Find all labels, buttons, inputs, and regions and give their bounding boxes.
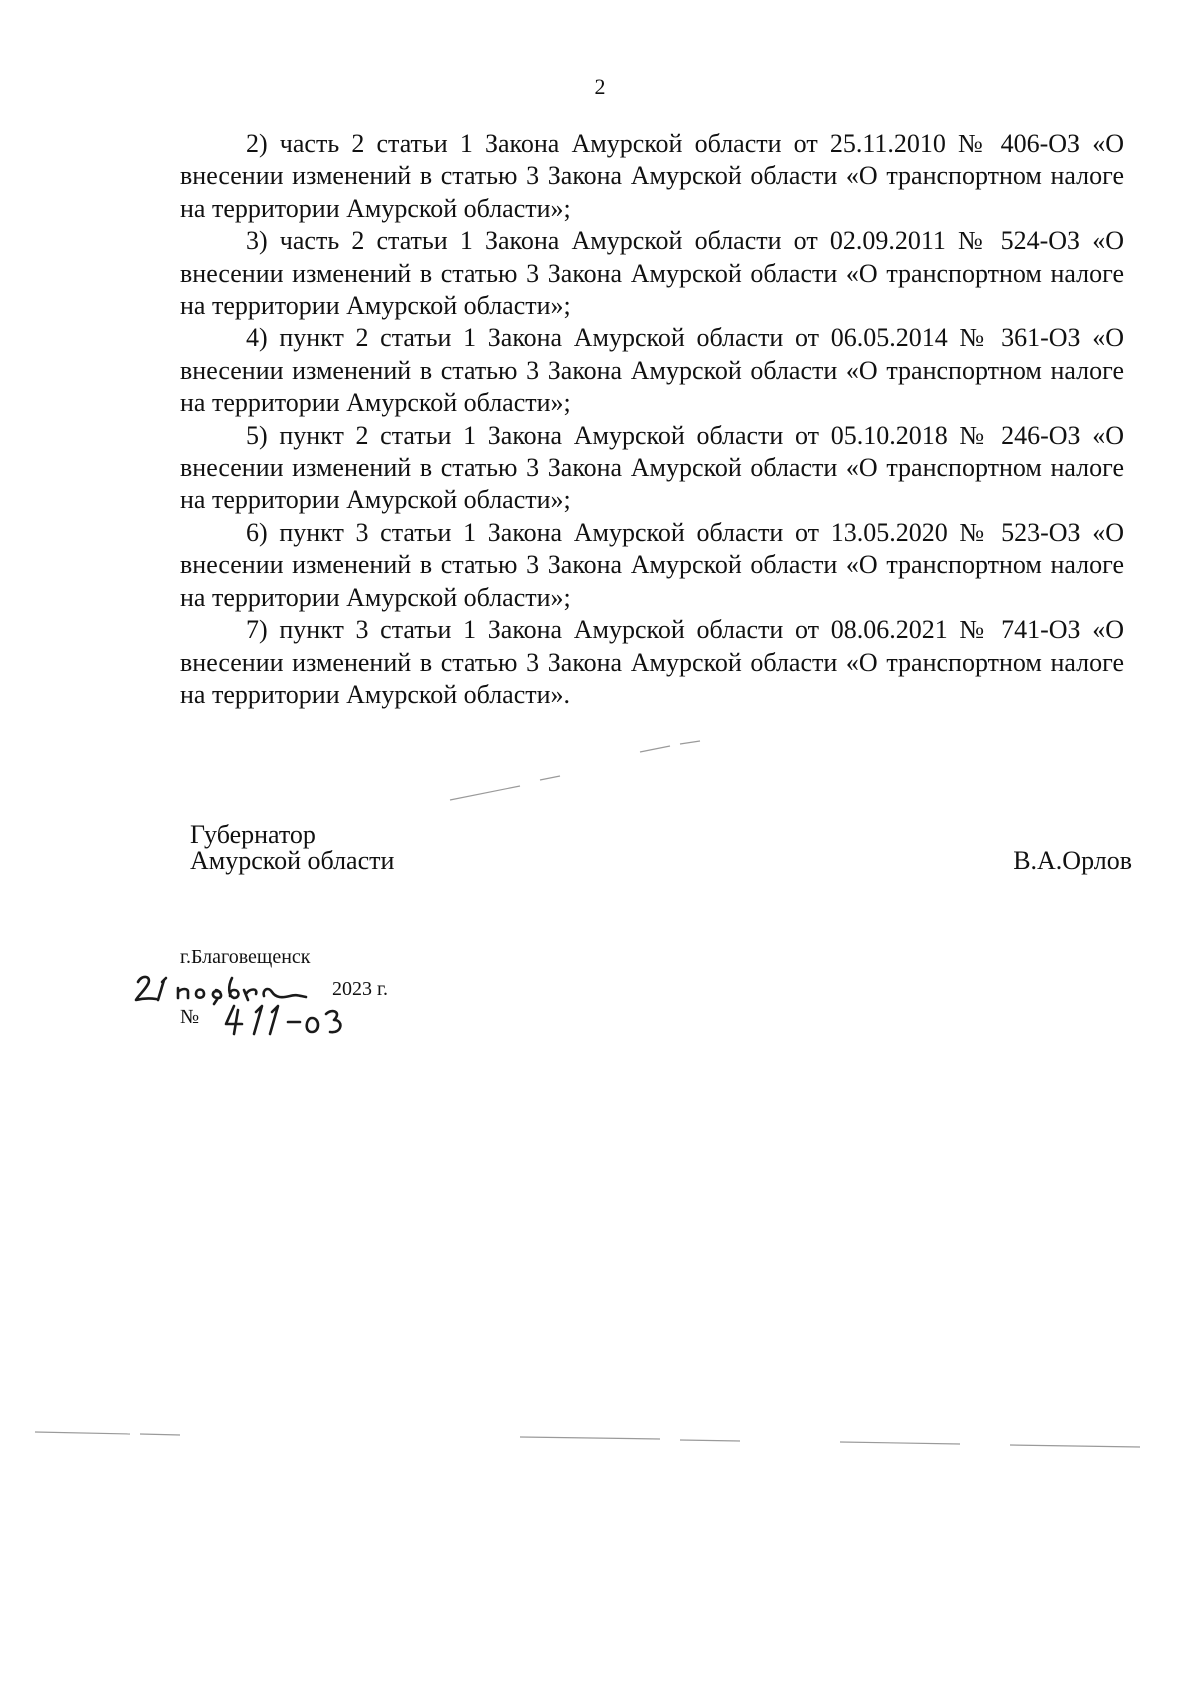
signatory-title-line2: Амурской области bbox=[190, 846, 395, 875]
signatory-title-line1: Губернатор bbox=[190, 820, 316, 849]
signatory-name: В.А.Орлов bbox=[1013, 846, 1132, 875]
page-number: 2 bbox=[594, 74, 606, 99]
place-of-signing: г.Благовещенск bbox=[180, 946, 311, 968]
amendment-list bbox=[180, 128, 1124, 711]
list-item: 4) пункт 2 статьи 1 Закона Амурской области от 06.05.2014 № 361-ОЗ «О внесении изменений в статью 3 Закона Амурской области «О транспортном налоге на территории Амурской области»; bbox=[180, 323, 1124, 418]
list-item: 3) часть 2 статьи 1 Закона Амурской области от 02.09.2011 № 524-ОЗ «О внесении изменений в статью 3 Закона Амурской области «О транспортном налоге на территории Амурской области»; bbox=[180, 226, 1124, 321]
list-item: 5) пункт 2 статьи 1 Закона Амурской области от 05.10.2018 № 246-ОЗ «О внесении изменений в статью 3 Закона Амурской области «О транспортном налоге на территории Амурской области»; bbox=[180, 420, 1124, 515]
list-item: 6) пункт 3 статьи 1 Закона Амурской области от 13.05.2020 № 523-ОЗ «О внесении изменений в статью 3 Закона Амурской области «О транспортном налоге на территории Амурской области»; bbox=[180, 517, 1124, 612]
list-item: 2) часть 2 статьи 1 Закона Амурской области от 25.11.2010 № 406-ОЗ «О внесении изменений в статью 3 Закона Амурской области «О транспортном налоге на территории Амурской области»; bbox=[180, 129, 1124, 223]
date-year: 2023 г. bbox=[332, 978, 388, 1000]
handwritten-number bbox=[220, 1000, 350, 1040]
list-item: 7) пункт 3 статьи 1 Закона Амурской области от 08.06.2021 № 741-ОЗ «О внесении изменений в статью 3 Закона Амурской области «О транспортном налоге на территории Амурской области». bbox=[180, 615, 1124, 709]
number-sign: № bbox=[180, 1006, 200, 1028]
signatory-title bbox=[190, 822, 394, 874]
